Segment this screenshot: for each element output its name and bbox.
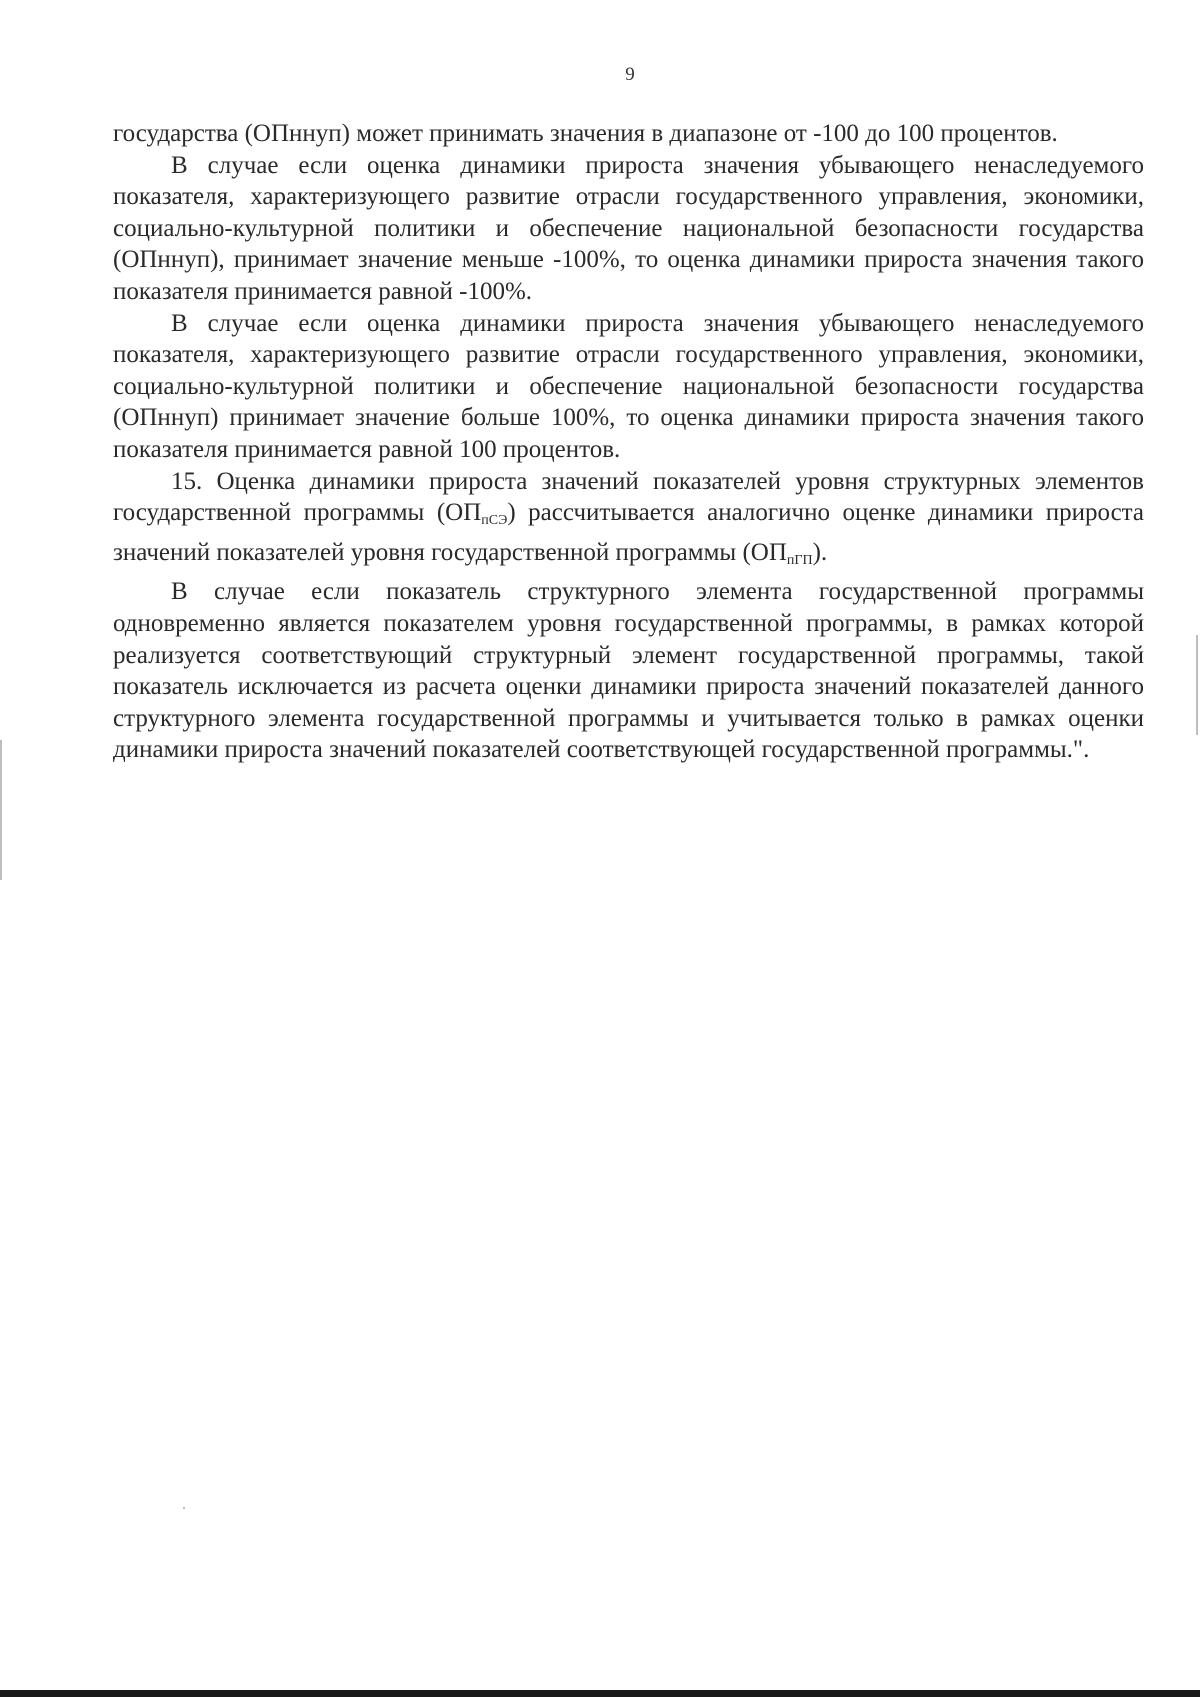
- page-number: 9: [625, 64, 635, 85]
- paragraph-lower-bound: В случае если оценка динамики прироста значения убывающего ненаследуемого показателя, характеризующего развитие отрасли государственного управления, экономики, социально-культурной политики и обеспечение национальной безопасности государства (ОПннуп), принимает значение меньше -100%, то оценка динамики прироста значения такого показателя принимается равной -100%.: [113, 151, 1144, 305]
- subscript-structural-element: пСЭ: [481, 513, 508, 529]
- scan-artifact-left-edge: [0, 740, 2, 880]
- paragraph-exclusion-rule: В случае если показатель структурного элемента государственной программы одновременно является показателем уровня государственной программы, в рамках которой реализуется соответствующий структурный элемент государственной программы, такой показатель исключается из расчета оценки динамики прироста значений показателей данного структурного элемента государственной программы и учитывается только в рамках оценки динамики прироста значений показателей соответствующей государственной программы.".: [113, 578, 1144, 764]
- item-15-text-middle: ) рассчитывается аналогично оценке динамики прироста значений показателей уровня государственной программы (ОП: [113, 499, 1144, 566]
- item-15-text-start: 15. Оценка динамики прироста значений показателей уровня структурных элементов государственной программы (ОП: [113, 467, 1144, 527]
- scan-artifact-dot: [183, 1507, 185, 1509]
- scan-bottom-edge: [0, 1690, 1200, 1697]
- paragraph-item-15: [113, 466, 1144, 577]
- scan-artifact-right-edge: [1196, 635, 1198, 735]
- paragraph-continuation: государства (ОПннуп) может принимать значения в диапазоне от -100 до 100 процентов.: [113, 120, 1058, 147]
- item-15-text-end: ).: [812, 538, 828, 566]
- subscript-state-program: пГП: [786, 552, 813, 568]
- paragraph-upper-bound: В случае если оценка динамики прироста значения убывающего ненаследуемого показателя, характеризующего развитие отрасли государственного управления, экономики, социально-культурной политики и обеспечение национальной безопасности государства (ОПннуп) принимает значение больше 100%, то оценка динамики прироста значения такого показателя принимается равной 100 процентов.: [113, 309, 1144, 463]
- document-body: [113, 118, 1144, 766]
